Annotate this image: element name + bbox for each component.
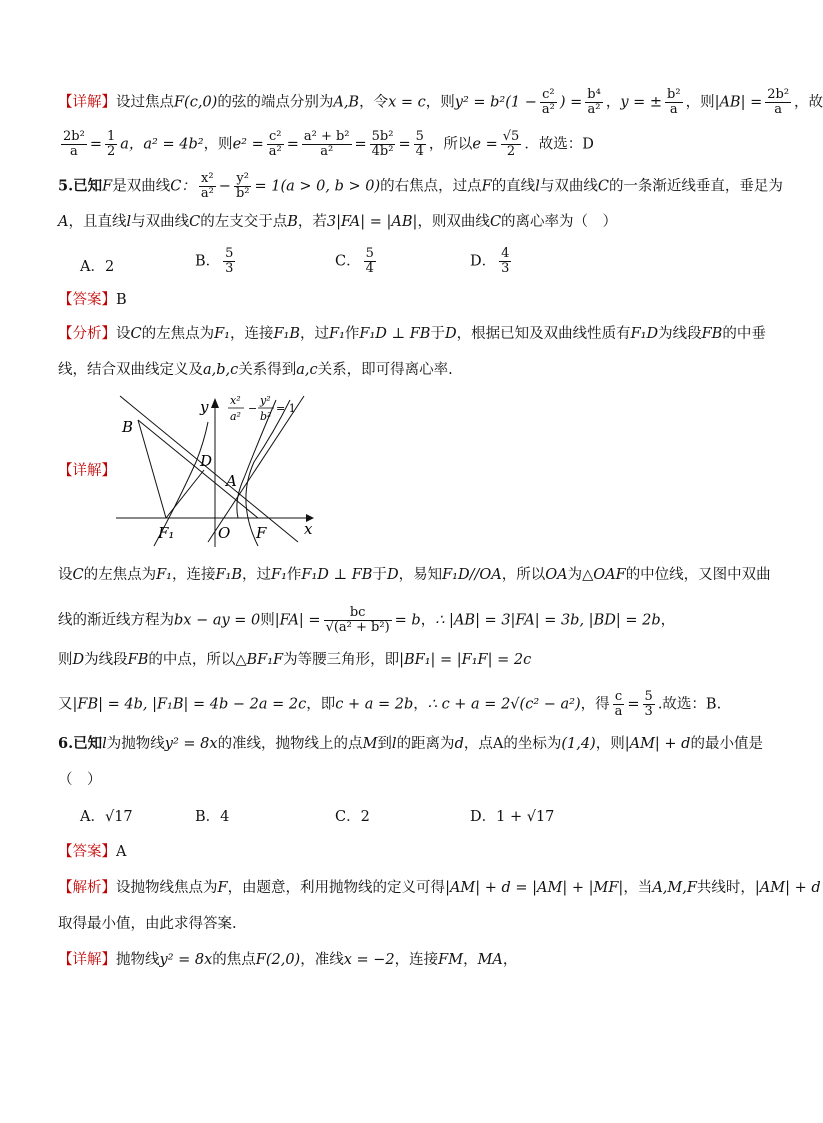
text: 设 (116, 326, 131, 342)
denominator: 3 (225, 261, 234, 276)
q5-detail-line-1 (58, 565, 771, 585)
numerator: b⁴ (587, 87, 601, 102)
denominator: 4 (365, 261, 374, 276)
math: 3|FA| = |AB| (326, 214, 418, 230)
math: F₁D (630, 326, 659, 342)
text: .故选：B. (657, 696, 722, 713)
math: d (454, 736, 464, 752)
text: = (354, 136, 367, 153)
math: A,B (333, 94, 360, 111)
denominator: a² (541, 102, 555, 117)
text: ，得 (580, 696, 610, 713)
math: l (391, 736, 397, 752)
text: 与双曲线 (539, 178, 598, 195)
label-O: O (218, 524, 231, 542)
q5-analysis-line-2 (58, 360, 453, 380)
text: 的中位线，又图中双曲 (625, 567, 771, 583)
numerator: √5 (502, 129, 520, 144)
q5-option-b (195, 247, 238, 276)
math: C (189, 214, 201, 230)
numerator: 5b² (371, 129, 394, 144)
numerator: c² (540, 88, 557, 103)
text: 的离心率为（ ） (501, 214, 618, 230)
eq-x2: x² (230, 394, 241, 407)
math: l (102, 736, 107, 752)
text: 于 (430, 326, 445, 342)
text: ，即 (306, 696, 336, 713)
math: l (126, 214, 132, 230)
text: 为抛物线 (106, 736, 165, 752)
text: 则 (58, 652, 73, 668)
q5-answer (58, 290, 127, 310)
math: A,M,F (652, 880, 697, 896)
text: 则 (260, 612, 275, 629)
text: 的右焦点，过点 (380, 178, 482, 195)
answer-value: A (116, 844, 127, 860)
text: ，连接 (394, 952, 439, 968)
math: y² = 8x (159, 952, 213, 968)
text: 为线段 (84, 652, 128, 668)
q5-stem-line-1 (58, 172, 783, 201)
denominator: a (669, 102, 678, 117)
fraction (267, 130, 284, 159)
text: 作 (344, 326, 360, 342)
numerator: 4 (501, 246, 510, 261)
prev-detail-line-2 (58, 130, 594, 159)
q6-option-c: C．2 (335, 809, 370, 825)
q6-option-b: B．4 (195, 809, 230, 825)
text: 线，结合双曲线定义及 (58, 362, 203, 378)
denominator: 3 (644, 704, 653, 719)
text: 的中垂 (722, 326, 766, 342)
detail-tag: 【详解】 (58, 952, 116, 968)
text: 的中点，所以 (148, 652, 236, 668)
option-label: B． (195, 253, 221, 270)
y-axis-arrow (211, 398, 219, 408)
answer-tag: 【答案】 (58, 292, 116, 308)
label-F: F (256, 524, 267, 542)
numerator: 2b² (767, 87, 790, 102)
fraction (199, 172, 216, 201)
text: 的最小值是 (690, 736, 763, 752)
question-number: 6.已知 (58, 735, 103, 752)
eq-minus: − (248, 402, 258, 415)
text: ，故 (794, 94, 823, 111)
math: e² = (232, 136, 264, 153)
label-x: x (304, 520, 313, 538)
math: |AM| + d (754, 880, 821, 896)
math: △BF₁F (235, 652, 284, 668)
fraction (414, 130, 426, 159)
math: x = −2 (343, 952, 395, 968)
math: ∴ |AB| = 3|FA| = 3b, |BD| = 2b (435, 612, 661, 629)
numerator: 1 (106, 129, 116, 144)
denominator: a² (268, 144, 282, 159)
text: ， (413, 696, 428, 713)
math: |AM| + d = |AM| + |MF| (445, 880, 624, 896)
math: |AB| = (714, 94, 763, 111)
denominator: a (614, 704, 623, 719)
denominator: a (70, 144, 78, 159)
numerator: c (613, 690, 625, 705)
fraction (223, 247, 235, 276)
text: ，根据已知及双曲线性质有 (456, 326, 631, 342)
segment-bf1 (138, 420, 166, 518)
text: ，则 (203, 136, 233, 153)
text: ，由题意，利用抛物线的定义可得 (227, 880, 446, 896)
text: ，所以 (501, 567, 546, 583)
q5-detail-line-4 (58, 690, 721, 719)
math: |FB| = 4b, |F₁B| = 4b − 2a = 2c (72, 696, 307, 713)
math: F (217, 880, 228, 896)
text: ，点A的坐标为 (463, 736, 562, 752)
denominator: 4 (415, 144, 424, 159)
text: = (627, 696, 640, 713)
text: ，准线 (300, 952, 344, 968)
q5-stem-line-2 (58, 212, 617, 232)
fraction (61, 130, 87, 159)
math: C (130, 326, 142, 342)
math: |BF₁| = |F₁F| = 2c (399, 652, 532, 668)
text: ，连接 (171, 567, 216, 583)
numerator: y² (234, 172, 252, 187)
label-D: D (200, 452, 213, 470)
text: − (218, 178, 231, 195)
eq-eq: = 1 (276, 402, 296, 415)
detail-tag: 【详解】 (58, 94, 116, 111)
numerator: a² + b² (303, 129, 350, 144)
text: ，则 (685, 94, 715, 111)
text: ，令 (359, 94, 389, 111)
text: ，则双曲线 (417, 214, 490, 230)
text: ，则 (425, 94, 455, 111)
text: ，若 (297, 214, 327, 230)
fraction (765, 88, 791, 117)
text: 的弦的端点分别为 (217, 94, 334, 111)
text: ，则 (595, 736, 625, 752)
math: F₁D ⊥ FB (301, 567, 373, 583)
math: D (444, 326, 457, 342)
math: C (597, 178, 609, 195)
denominator: a (774, 102, 783, 117)
math: a,b,c (203, 362, 239, 378)
fraction (370, 130, 396, 159)
q5-option-a: A．2 (80, 259, 115, 275)
math: C： (170, 178, 196, 195)
math: |FA| = (274, 612, 321, 629)
text: 的直线 (491, 178, 536, 195)
fraction (585, 88, 603, 117)
math: C (489, 214, 502, 230)
segment-bf (138, 420, 258, 518)
math: F(c,0) (174, 94, 218, 111)
answer-value: B (116, 292, 127, 308)
text: 于 (372, 567, 387, 583)
q5-option-c (335, 247, 379, 276)
text: 关系，即可得离心率. (317, 362, 453, 378)
eq-a2: a² (230, 410, 241, 423)
math: △OAF (582, 567, 626, 583)
text: 为线段 (658, 326, 702, 342)
detail-tag: 【详解】 (58, 463, 116, 479)
math: FB (127, 652, 149, 668)
text: ，易知 (398, 567, 443, 583)
text: 为等腰三角形，即 (283, 652, 400, 668)
denominator: a² (200, 186, 214, 201)
text: ，连接 (229, 326, 274, 342)
text: 设抛物线焦点为 (116, 880, 218, 896)
option-label: C． (335, 253, 361, 270)
q6-solution-line-1 (58, 878, 821, 898)
hyperbola-figure (108, 392, 328, 552)
math: B (287, 214, 298, 230)
text: 的一条渐近线垂直，垂足为 (608, 178, 783, 195)
label-F1: F₁ (158, 524, 175, 542)
fraction (364, 247, 376, 276)
fraction (324, 606, 392, 635)
q5-analysis-line-1 (58, 324, 766, 344)
math: FB (701, 326, 723, 342)
analysis-tag: 【分析】 (58, 326, 116, 342)
math: MA (477, 952, 503, 968)
text: 的距离为 (396, 736, 455, 752)
math: D (72, 652, 85, 668)
text: 的焦点 (212, 952, 256, 968)
math: bx − ay = 0 (174, 612, 261, 629)
math: F₁ (271, 567, 287, 583)
text: 设 (58, 567, 73, 583)
text: ，过 (242, 567, 272, 583)
fraction (613, 690, 625, 719)
text: ，当 (623, 880, 653, 896)
text: ，过 (300, 326, 330, 342)
text: 抛物线 (116, 952, 160, 968)
fraction (501, 130, 522, 159)
text: 到 (377, 736, 392, 752)
text: 的准线，抛物线上的点 (217, 736, 363, 752)
math: y² = 8x (164, 736, 218, 752)
math: a， (120, 136, 144, 153)
fraction (234, 172, 252, 201)
math: D (386, 567, 399, 583)
answer-tag: 【答案】 (58, 844, 116, 860)
numerator: 2b² (63, 129, 85, 144)
text: ， (420, 612, 436, 629)
eq-y2: y² (260, 394, 271, 407)
numerator: 5 (365, 246, 374, 261)
text: ，且直线 (68, 214, 127, 230)
math: (1,4) (561, 736, 596, 752)
math: a² = 4b² (143, 136, 204, 153)
q6-answer (58, 842, 126, 862)
q6-stem-line-1 (58, 734, 763, 754)
math: C (72, 567, 84, 583)
math: F₁B (273, 326, 301, 342)
numerator: c² (267, 130, 284, 145)
text: ， (463, 952, 478, 968)
math: F(2,0) (255, 952, 301, 968)
text: = (286, 136, 299, 153)
label-y: y (200, 398, 209, 416)
text: 的左焦点为 (141, 326, 215, 342)
fraction (643, 690, 655, 719)
q5-option-d (470, 247, 514, 276)
math: OA (545, 567, 568, 583)
text: 线的渐近线方程为 (58, 612, 174, 629)
math: x = c (388, 94, 426, 111)
solution-tag: 【解析】 (58, 880, 116, 896)
denominator: √(a² + b²) (325, 620, 390, 635)
math: l (535, 178, 540, 195)
math: F (102, 178, 113, 195)
numerator: 5 (644, 689, 653, 704)
question-number: 5.已知 (58, 177, 103, 195)
text: ，所以 (428, 136, 473, 153)
denominator: 2 (506, 144, 516, 159)
text: = (89, 136, 102, 153)
fraction (105, 130, 117, 159)
text: 关系得到 (238, 362, 297, 378)
text: 为 (567, 567, 583, 583)
math: y = ± (620, 94, 663, 111)
math: = b (394, 612, 421, 629)
q5-detail-line-2 (58, 606, 675, 635)
option-label: D． (470, 253, 497, 270)
text: ， (605, 94, 621, 111)
math: F₁D ⊥ FB (359, 326, 431, 342)
fraction (540, 88, 557, 117)
text: 的左焦点为 (83, 567, 157, 583)
math: F₁ (156, 567, 172, 583)
math: M (362, 736, 378, 752)
label-A: A (226, 472, 237, 490)
text: ， (502, 952, 518, 968)
numerator: 5 (225, 246, 234, 261)
q6-solution-line-2: 取得最小值，由此求得答案. (58, 916, 237, 932)
math: e = (472, 136, 498, 153)
numerator: b² (667, 87, 681, 102)
denominator: 2 (106, 144, 116, 159)
math: |AM| + d (624, 736, 691, 752)
text: ， (660, 612, 676, 629)
math: = 1(a > 0, b > 0) (254, 178, 381, 195)
text: 设过焦点 (116, 94, 174, 111)
math: F₁D//OA (442, 567, 502, 583)
text: 又 (58, 696, 73, 713)
denominator: 3 (501, 261, 510, 276)
math: a,c (296, 362, 318, 378)
fraction (302, 130, 352, 159)
q6-detail-line-1 (58, 950, 517, 970)
math: c + a = 2b (335, 696, 414, 713)
text: 作 (286, 567, 302, 583)
eq-b2: b² (260, 410, 272, 423)
q6-option-a: A．√17 (80, 809, 133, 825)
math: FM (438, 952, 464, 968)
denominator: a² (587, 102, 601, 117)
fraction (499, 247, 511, 276)
numerator: 5 (415, 129, 424, 144)
text: 与双曲线 (131, 214, 190, 230)
denominator: 4b² (371, 144, 394, 159)
label-B: B (122, 418, 134, 436)
math: ∴ c + a = 2√(c² − a²) (427, 696, 581, 713)
denominator: b² (235, 186, 250, 201)
denominator: a² (320, 144, 334, 159)
text: 共线时， (696, 880, 755, 896)
q6-stem-line-2: （ ） (58, 772, 102, 788)
math: F₁ (214, 326, 230, 342)
text: 是双曲线 (112, 178, 171, 195)
numerator: x² (199, 172, 216, 187)
prev-detail-line-1 (58, 88, 823, 117)
fraction (665, 88, 683, 117)
q6-option-d: D．1 + √17 (470, 809, 555, 825)
numerator: bc (324, 606, 392, 621)
math: F₁B (215, 567, 243, 583)
math: A (58, 214, 69, 230)
text: 的左支交于点 (200, 214, 288, 230)
text: ．故选：D (524, 136, 594, 153)
segment-f1d (166, 470, 204, 518)
math: y² = b²(1 − (454, 94, 537, 111)
math: F₁ (329, 326, 345, 342)
text: = (398, 136, 411, 153)
q5-detail-line-3 (58, 650, 531, 670)
asymptote-line (208, 396, 304, 542)
math: ) = (559, 94, 583, 111)
math: F (481, 178, 492, 195)
